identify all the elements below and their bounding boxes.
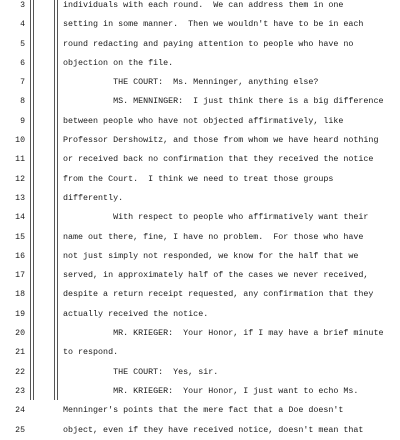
line-text: not just simply not responded, we know for the half that we bbox=[63, 250, 359, 261]
line-number: 7 bbox=[20, 78, 25, 88]
transcript-line bbox=[0, 150, 400, 169]
transcript-line bbox=[0, 363, 400, 382]
line-number: 4 bbox=[20, 20, 25, 30]
line-text: from the Court. I think we need to treat those groups bbox=[63, 173, 334, 184]
line-text: round redacting and paying attention to people who have no bbox=[63, 38, 354, 49]
line-text: Professor Dershowitz, and those from whom we have heard nothing bbox=[63, 135, 379, 146]
line-number: 17 bbox=[15, 271, 25, 281]
line-number: 13 bbox=[15, 193, 25, 203]
line-text: name out there, fine, I have no problem. For those who have bbox=[63, 231, 364, 242]
transcript-line bbox=[0, 0, 400, 15]
line-number: 23 bbox=[15, 386, 25, 396]
transcript-line bbox=[0, 305, 400, 324]
line-text: differently. bbox=[63, 192, 124, 203]
line-number: 24 bbox=[15, 406, 25, 416]
transcript-line bbox=[0, 228, 400, 247]
line-text: despite a return receipt requested, any confirmation that they bbox=[63, 289, 374, 300]
transcript-line bbox=[0, 35, 400, 54]
transcript-line bbox=[0, 401, 400, 420]
line-number: 10 bbox=[15, 136, 25, 146]
line-text: to respond. bbox=[63, 347, 119, 358]
line-number: 21 bbox=[15, 348, 25, 358]
line-text: With respect to people who affirmatively want their bbox=[63, 212, 369, 223]
transcript-line bbox=[0, 73, 400, 92]
line-text: MR. KRIEGER: Your Honor, I just want to echo Ms. bbox=[63, 385, 359, 396]
transcript-line bbox=[0, 170, 400, 189]
line-text: objection on the file. bbox=[63, 57, 174, 68]
transcript-line bbox=[0, 54, 400, 73]
line-number: 8 bbox=[20, 97, 25, 107]
line-text: MS. MENNINGER: I just think there is a big difference bbox=[63, 96, 384, 107]
transcript-line bbox=[0, 285, 400, 304]
line-text: MR. KRIEGER: Your Honor, if I may have a brief minute bbox=[63, 328, 384, 339]
line-number: 9 bbox=[20, 116, 25, 126]
line-text: or received back no confirmation that they received the notice bbox=[63, 154, 374, 165]
transcript-line bbox=[0, 15, 400, 34]
line-number: 16 bbox=[15, 251, 25, 261]
line-text: THE COURT: Ms. Menninger, anything else? bbox=[63, 77, 319, 88]
transcript-line bbox=[0, 343, 400, 362]
transcript-line bbox=[0, 247, 400, 266]
line-number: 20 bbox=[15, 329, 25, 339]
line-number: 12 bbox=[15, 174, 25, 184]
line-number: 22 bbox=[15, 367, 25, 377]
transcript-line bbox=[0, 324, 400, 343]
line-text: individuals with each round. We can address them in one bbox=[63, 0, 344, 10]
line-number: 14 bbox=[15, 213, 25, 223]
line-text: between people who have not objected affirmatively, like bbox=[63, 115, 344, 126]
transcript-line bbox=[0, 112, 400, 131]
line-text: actually received the notice. bbox=[63, 308, 209, 319]
transcript-line bbox=[0, 131, 400, 150]
line-number: 15 bbox=[15, 232, 25, 242]
line-text: setting in some manner. Then we wouldn't have to be in each bbox=[63, 19, 364, 30]
transcript-line bbox=[0, 189, 400, 208]
line-text: object, even if they have received notice, doesn't mean that bbox=[63, 424, 364, 435]
transcript-line bbox=[0, 208, 400, 227]
line-number: 11 bbox=[15, 155, 25, 165]
line-number: 19 bbox=[15, 309, 25, 319]
line-number: 25 bbox=[15, 425, 25, 435]
transcript-line bbox=[0, 266, 400, 285]
line-number: 5 bbox=[20, 39, 25, 49]
line-text: Menninger's points that the mere fact that a Doe doesn't bbox=[63, 405, 344, 416]
transcript-line bbox=[0, 421, 400, 440]
line-number: 3 bbox=[20, 1, 25, 10]
line-number: 6 bbox=[20, 58, 25, 68]
line-number: 18 bbox=[15, 290, 25, 300]
transcript-line bbox=[0, 92, 400, 111]
line-text: THE COURT: Yes, sir. bbox=[63, 366, 219, 377]
line-text: served, in approximately half of the cases we never received, bbox=[63, 270, 369, 281]
transcript-line bbox=[0, 382, 400, 401]
